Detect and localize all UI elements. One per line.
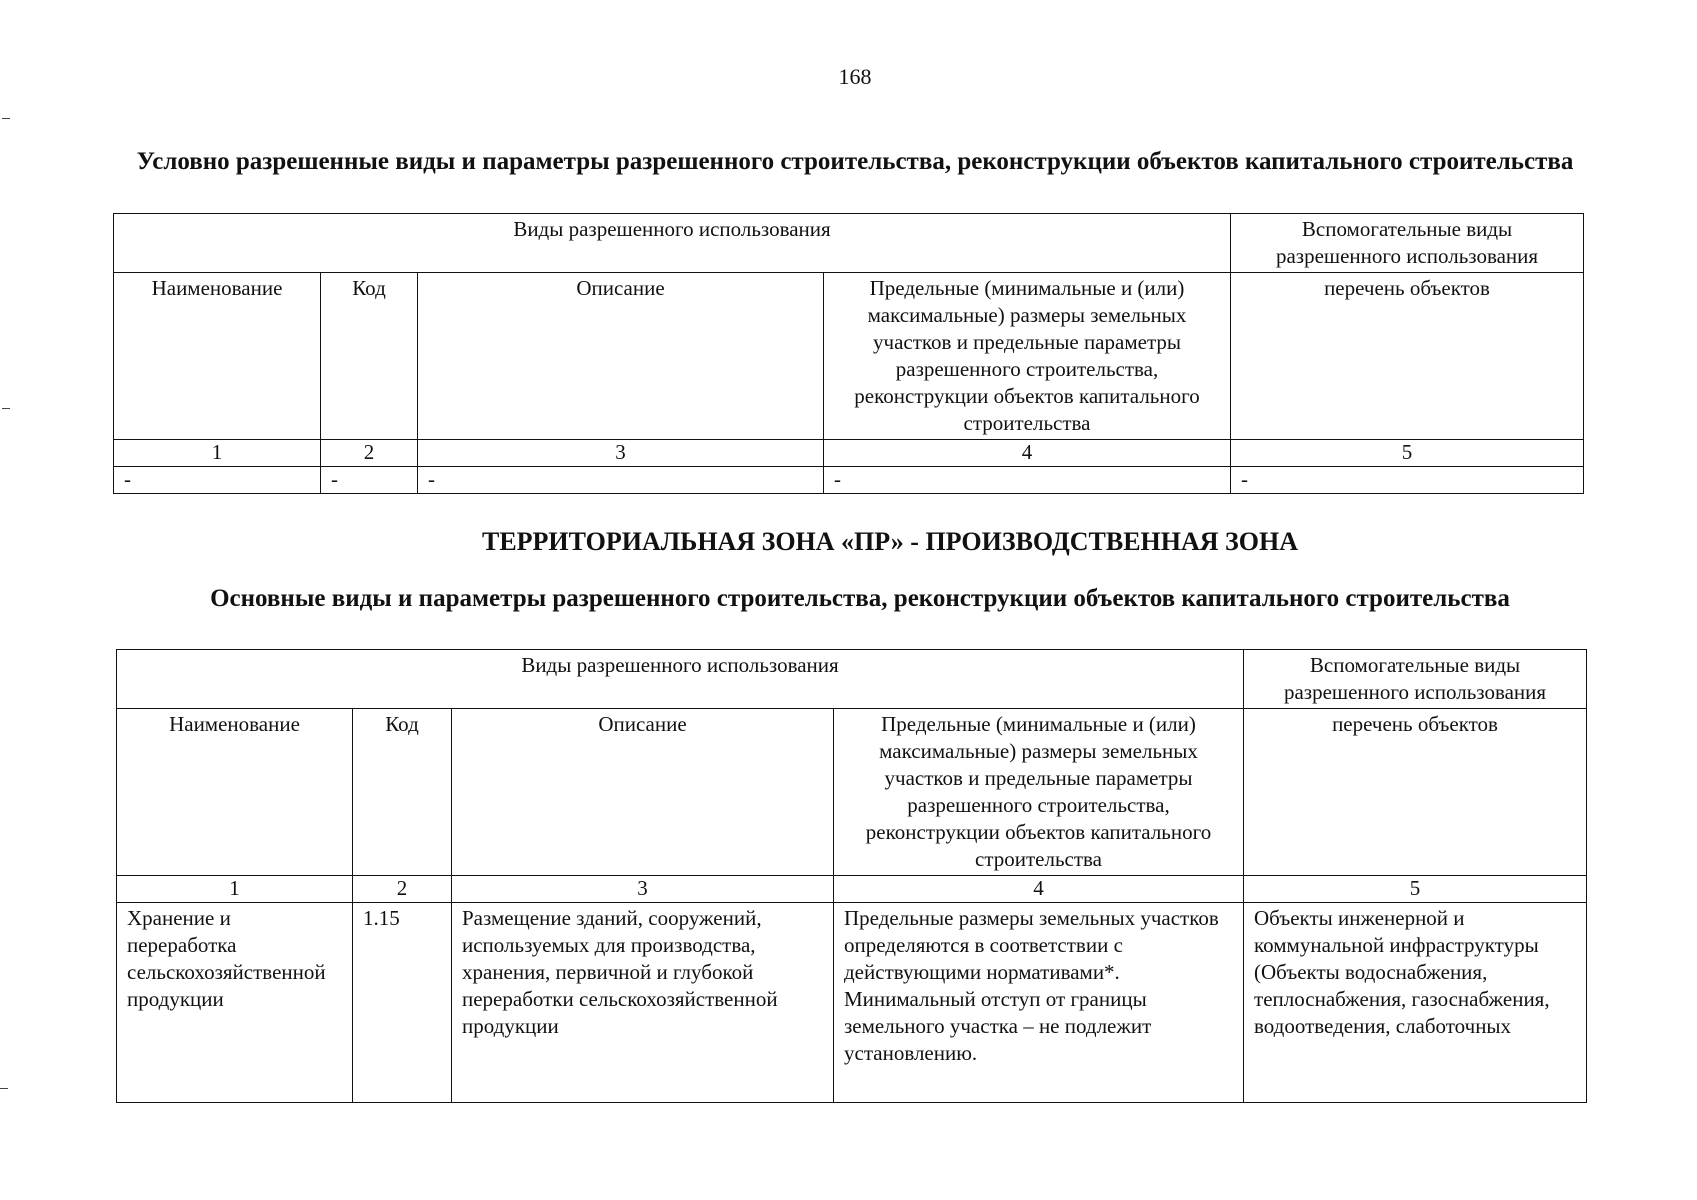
group-header: Виды разрешенного использования xyxy=(117,650,1244,709)
table-row xyxy=(117,903,1587,1103)
cell-parameters: - xyxy=(824,467,1231,494)
column-number: 4 xyxy=(834,876,1244,903)
cell-code: 1.15 xyxy=(353,903,452,1103)
column-number: 1 xyxy=(114,440,321,467)
column-header-name: Наименование xyxy=(114,273,321,440)
column-header-description: Описание xyxy=(418,273,824,440)
cell-description: Размещение зданий, сооружений, используемых для производства, хранения, первичной и глубокой переработки сельскохозяйственной продукции xyxy=(452,903,834,1103)
column-number: 5 xyxy=(1231,440,1584,467)
cell-objects: Объекты инженерной и коммунальной инфраструктуры (Объекты водоснабжения, теплоснабжения, газоснабжения, водоотведения, слаботочных xyxy=(1244,903,1587,1103)
aux-header: Вспомогательные виды разрешенного использования xyxy=(1231,214,1584,273)
cell-name: Хранение и переработка сельскохозяйственной продукции xyxy=(117,903,353,1103)
column-header-objects: перечень объектов xyxy=(1231,273,1584,440)
scan-edge-mark xyxy=(2,118,10,119)
section-heading-main: Основные виды и параметры разрешенного строительства, реконструкции объектов капитального строительства xyxy=(210,585,1510,612)
column-number: 3 xyxy=(418,440,824,467)
column-number: 2 xyxy=(321,440,418,467)
cell-objects: - xyxy=(1231,467,1584,494)
group-header: Виды разрешенного использования xyxy=(114,214,1231,273)
column-number: 5 xyxy=(1244,876,1587,903)
column-header-code: Код xyxy=(353,709,452,876)
column-header-objects: перечень объектов xyxy=(1244,709,1587,876)
cell-parameters: Предельные размеры земельных участков определяются в соответствии с действующими нормативами*. Минимальный отступ от границы земельного участка – не подлежит установлению. xyxy=(834,903,1244,1103)
column-header-parameters: Предельные (минимальные и (или) максимальные) размеры земельных участков и предельные параметры разрешенного строительства, реконструкции объектов капитального строительства xyxy=(834,709,1244,876)
table-row xyxy=(114,467,1584,494)
column-number: 1 xyxy=(117,876,353,903)
column-header-code: Код xyxy=(321,273,418,440)
scan-edge-mark xyxy=(0,1088,8,1089)
page-number: 168 xyxy=(838,64,872,89)
table-conditional-uses xyxy=(113,213,1584,494)
zone-title: ТЕРРИТОРИАЛЬНАЯ ЗОНА «ПР» - ПРОИЗВОДСТВЕННАЯ ЗОНА xyxy=(481,527,1298,556)
column-header-name: Наименование xyxy=(117,709,353,876)
column-number: 2 xyxy=(353,876,452,903)
section-heading-conditional: Условно разрешенные виды и параметры разрешенного строительства, реконструкции объектов капитального строительства xyxy=(136,148,1574,175)
cell-code: - xyxy=(321,467,418,494)
scan-edge-mark xyxy=(2,408,10,409)
table-main-uses xyxy=(116,649,1587,1103)
column-number: 3 xyxy=(452,876,834,903)
column-header-parameters: Предельные (минимальные и (или) максимальные) размеры земельных участков и предельные параметры разрешенного строительства, реконструкции объектов капитального строительства xyxy=(824,273,1231,440)
column-number: 4 xyxy=(824,440,1231,467)
cell-description: - xyxy=(418,467,824,494)
column-header-description: Описание xyxy=(452,709,834,876)
aux-header: Вспомогательные виды разрешенного использования xyxy=(1244,650,1587,709)
cell-name: - xyxy=(114,467,321,494)
